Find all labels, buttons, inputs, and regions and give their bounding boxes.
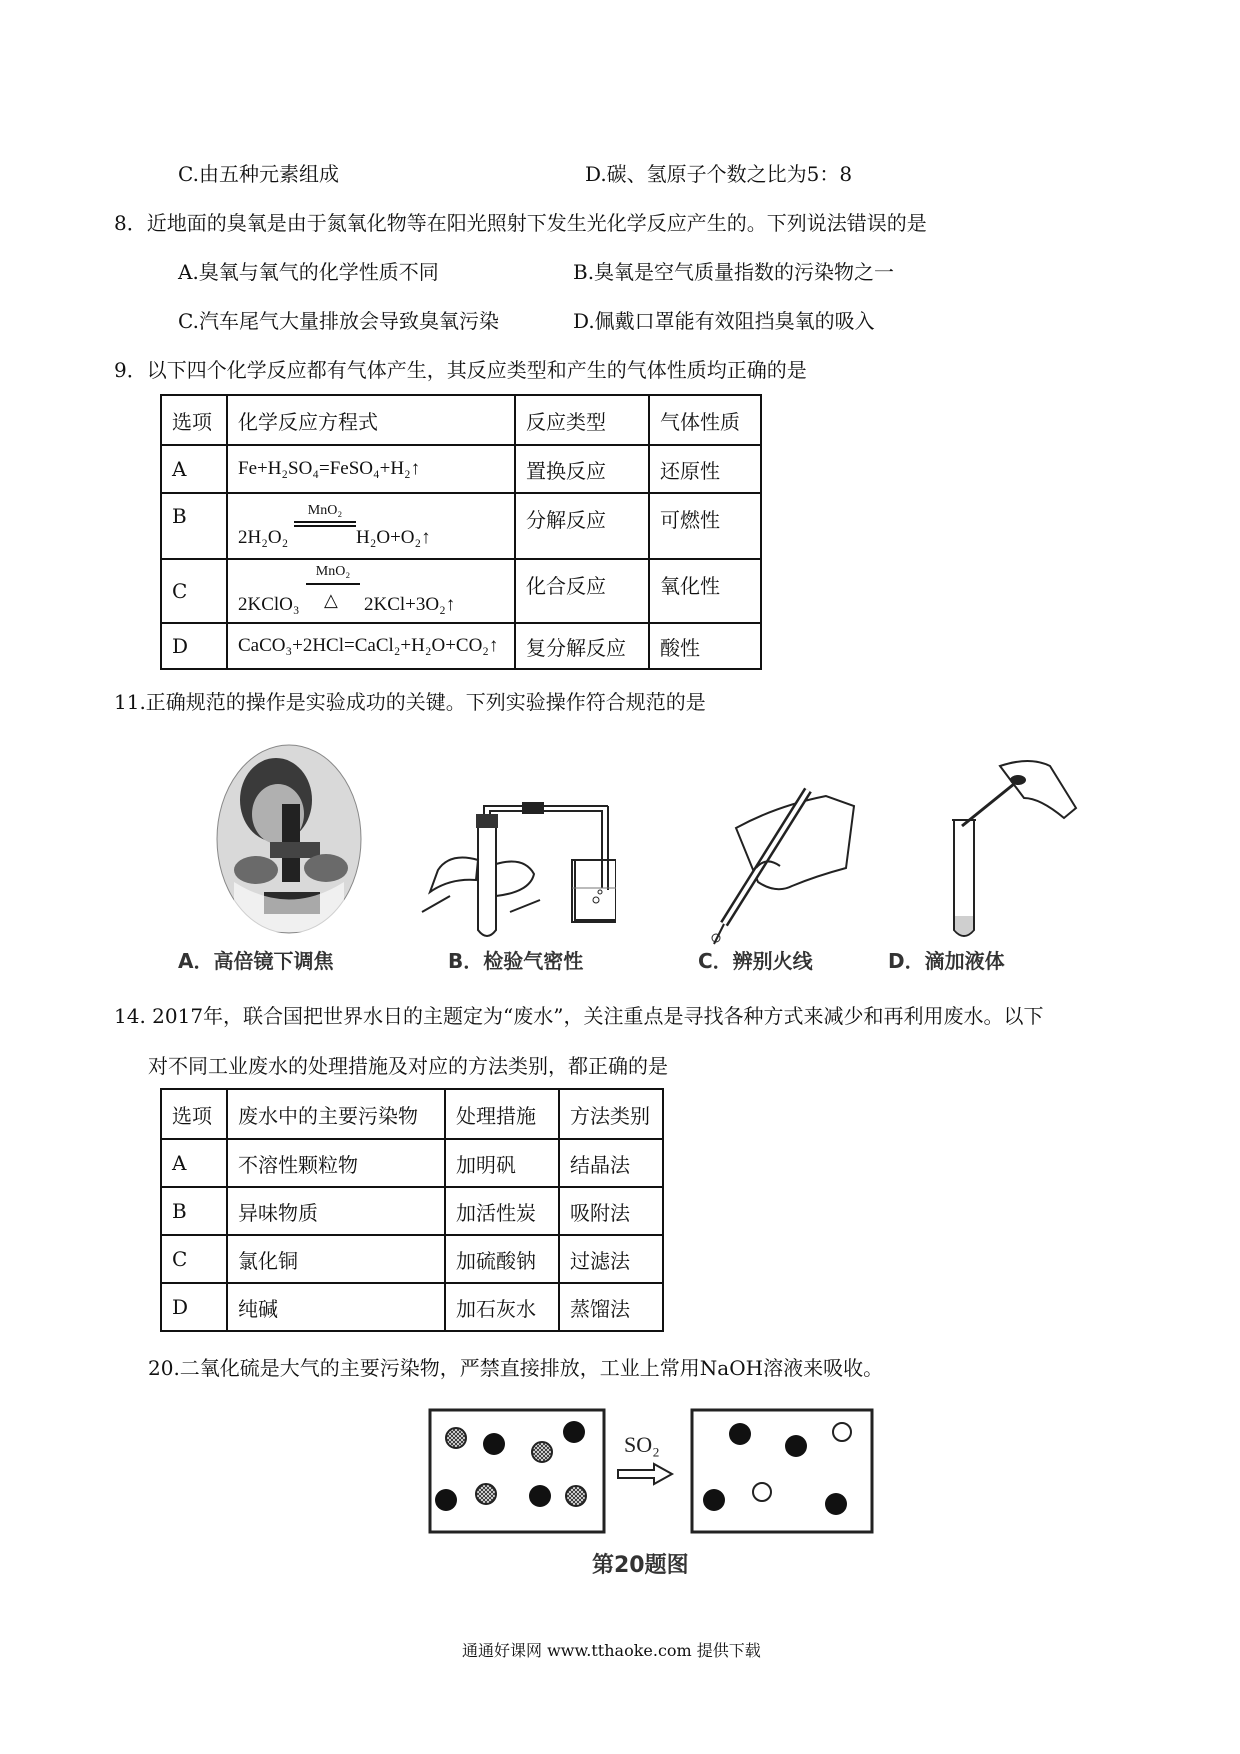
q9-header-equation: 化学反应方程式	[227, 395, 515, 445]
eq-b-left: 2H₂O₂	[238, 527, 289, 548]
eq-c-right: 2KCl+3O₂↑	[364, 594, 456, 615]
equation-b	[238, 503, 504, 549]
q14-table	[160, 1088, 664, 1332]
hatched-particle	[566, 1486, 586, 1506]
q14-row-d-measure: 加石灰水	[445, 1283, 559, 1331]
eq-c-line	[306, 583, 360, 585]
q9-row-d-type: 复分解反应	[515, 623, 649, 669]
q14-row-c-pollutant: 氯化铜	[227, 1235, 445, 1283]
solid-particle	[703, 1489, 725, 1511]
q9-row-c-equation-cell	[227, 559, 515, 623]
q14-header-method: 方法类别	[559, 1089, 663, 1139]
q11-caption-a: A．高倍镜下调焦	[178, 949, 334, 973]
q14-row-b-measure: 加活性炭	[445, 1187, 559, 1235]
arrow-icon	[618, 1464, 672, 1484]
q14-row-b-option: B	[161, 1187, 227, 1235]
q9-header-type: 反应类型	[515, 395, 649, 445]
q8-option-c: C.汽车尾气大量排放会导致臭氧污染	[178, 309, 499, 333]
table-row	[161, 1139, 663, 1187]
hollow-particle	[753, 1483, 771, 1501]
q9-row-d-equation: CaCO₃+2HCl=CaCl₂+H₂O+CO₂↑	[227, 623, 515, 669]
q14-header-measure: 处理措施	[445, 1089, 559, 1139]
q9-row-a-property: 还原性	[649, 445, 761, 493]
eq-b-right: H₂O+O₂↑	[356, 527, 431, 548]
q9-row-d-option: D	[161, 623, 227, 669]
page-footer: 通通好课网 www.tthaoke.com 提供下载	[462, 1641, 761, 1660]
table-row	[161, 445, 761, 493]
solid-particle	[563, 1421, 585, 1443]
q9-table	[160, 394, 762, 670]
dropper-figure	[940, 758, 1080, 948]
q14-row-b-pollutant: 异味物质	[227, 1187, 445, 1235]
q9-row-c-option: C	[161, 559, 227, 623]
q14-row-a-pollutant: 不溶性颗粒物	[227, 1139, 445, 1187]
solid-particle	[483, 1433, 505, 1455]
q14-header-option: 选项	[161, 1089, 227, 1139]
eq-c-heat: △	[324, 590, 338, 610]
q9-row-b-option: B	[161, 493, 227, 559]
table-row	[161, 1283, 663, 1331]
q11-caption-d: D．滴加液体	[888, 949, 1005, 973]
q9-header-property: 气体性质	[649, 395, 761, 445]
q9-table-header	[161, 395, 761, 445]
hatched-particle	[476, 1484, 496, 1504]
q9-row-d-property: 酸性	[649, 623, 761, 669]
q9-row-a-equation: Fe+H₂SO₄=FeSO₄+H₂↑	[227, 445, 515, 493]
table-row	[161, 493, 761, 559]
q14-row-c-method: 过滤法	[559, 1235, 663, 1283]
q14-table-header	[161, 1089, 663, 1139]
eq-b-line-2	[294, 525, 356, 527]
q7-option-c: C.由五种元素组成	[178, 162, 339, 186]
hatched-particle	[446, 1428, 466, 1448]
q14-header-pollutant: 废水中的主要污染物	[227, 1089, 445, 1139]
solid-particle	[435, 1489, 457, 1511]
q14-stem-line1: 14. 2017年，联合国把世界水日的主题定为“废水”，关注重点是寻找各种方式来减少和再利用废水。以下	[114, 1004, 1044, 1028]
q8-option-d: D.佩戴口罩能有效阻挡臭氧的吸入	[573, 309, 875, 333]
q9-row-a-type: 置换反应	[515, 445, 649, 493]
microscope-figure	[214, 742, 364, 937]
q7-option-d: D.碳、氢原子个数之比为5：8	[585, 162, 853, 186]
solid-particle	[529, 1485, 551, 1507]
equation-c	[238, 564, 504, 618]
q14-row-a-option: A	[161, 1139, 227, 1187]
q8-option-b: B.臭氧是空气质量指数的污染物之一	[573, 260, 895, 284]
q9-row-b-equation-cell	[227, 493, 515, 559]
q14-row-a-method: 结晶法	[559, 1139, 663, 1187]
q14-row-b-method: 吸附法	[559, 1187, 663, 1235]
table-row	[161, 1235, 663, 1283]
eq-c-catalyst: MnO₂	[315, 564, 351, 579]
table-row	[161, 623, 761, 669]
hollow-particle	[833, 1423, 851, 1441]
q14-row-a-measure: 加明矾	[445, 1139, 559, 1187]
solid-particle	[729, 1423, 751, 1445]
q9-stem: 9．以下四个化学反应都有气体产生，其反应类型和产生的气体性质均正确的是	[114, 358, 807, 382]
arrow-label: SO₂	[624, 1432, 660, 1457]
test-pen-figure	[696, 776, 856, 946]
q9-row-c-type: 化合反应	[515, 559, 649, 623]
q11-caption-b: B．检验气密性	[448, 949, 584, 973]
q9-row-a-option: A	[161, 445, 227, 493]
table-row	[161, 1187, 663, 1235]
q20-stem: 20.二氧化硫是大气的主要污染物，严禁直接排放，工业上常用NaOH溶液来吸收。	[148, 1356, 884, 1380]
airtight-check-figure	[420, 800, 616, 945]
q8-stem: 8．近地面的臭氧是由于氮氧化物等在阳光照射下发生光化学反应产生的。下列说法错误的是	[114, 211, 927, 235]
solid-particle	[825, 1493, 847, 1515]
q9-header-option: 选项	[161, 395, 227, 445]
q9-row-b-type: 分解反应	[515, 493, 649, 559]
q14-stem-line2: 对不同工业废水的处理措施及对应的方法类别，都正确的是	[148, 1054, 668, 1078]
q20-particle-figure	[428, 1408, 876, 1536]
q9-row-b-property: 可燃性	[649, 493, 761, 559]
eq-b-line-1	[294, 521, 356, 523]
q14-row-d-method: 蒸馏法	[559, 1283, 663, 1331]
table-row	[161, 559, 761, 623]
q14-row-d-pollutant: 纯碱	[227, 1283, 445, 1331]
q20-figure-caption: 第20题图	[592, 1553, 689, 1578]
q14-row-c-measure: 加硫酸钠	[445, 1235, 559, 1283]
eq-c-left: 2KClO₃	[238, 594, 300, 615]
q14-row-d-option: D	[161, 1283, 227, 1331]
hatched-particle	[532, 1442, 552, 1462]
q14-row-c-option: C	[161, 1235, 227, 1283]
q9-row-c-property: 氧化性	[649, 559, 761, 623]
solid-particle	[785, 1435, 807, 1457]
q8-option-a: A.臭氧与氧气的化学性质不同	[178, 260, 439, 284]
eq-b-catalyst: MnO₂	[307, 503, 343, 518]
q11-stem: 11.正确规范的操作是实验成功的关键。下列实验操作符合规范的是	[114, 690, 706, 714]
q11-caption-c: C．辨别火线	[698, 949, 813, 973]
